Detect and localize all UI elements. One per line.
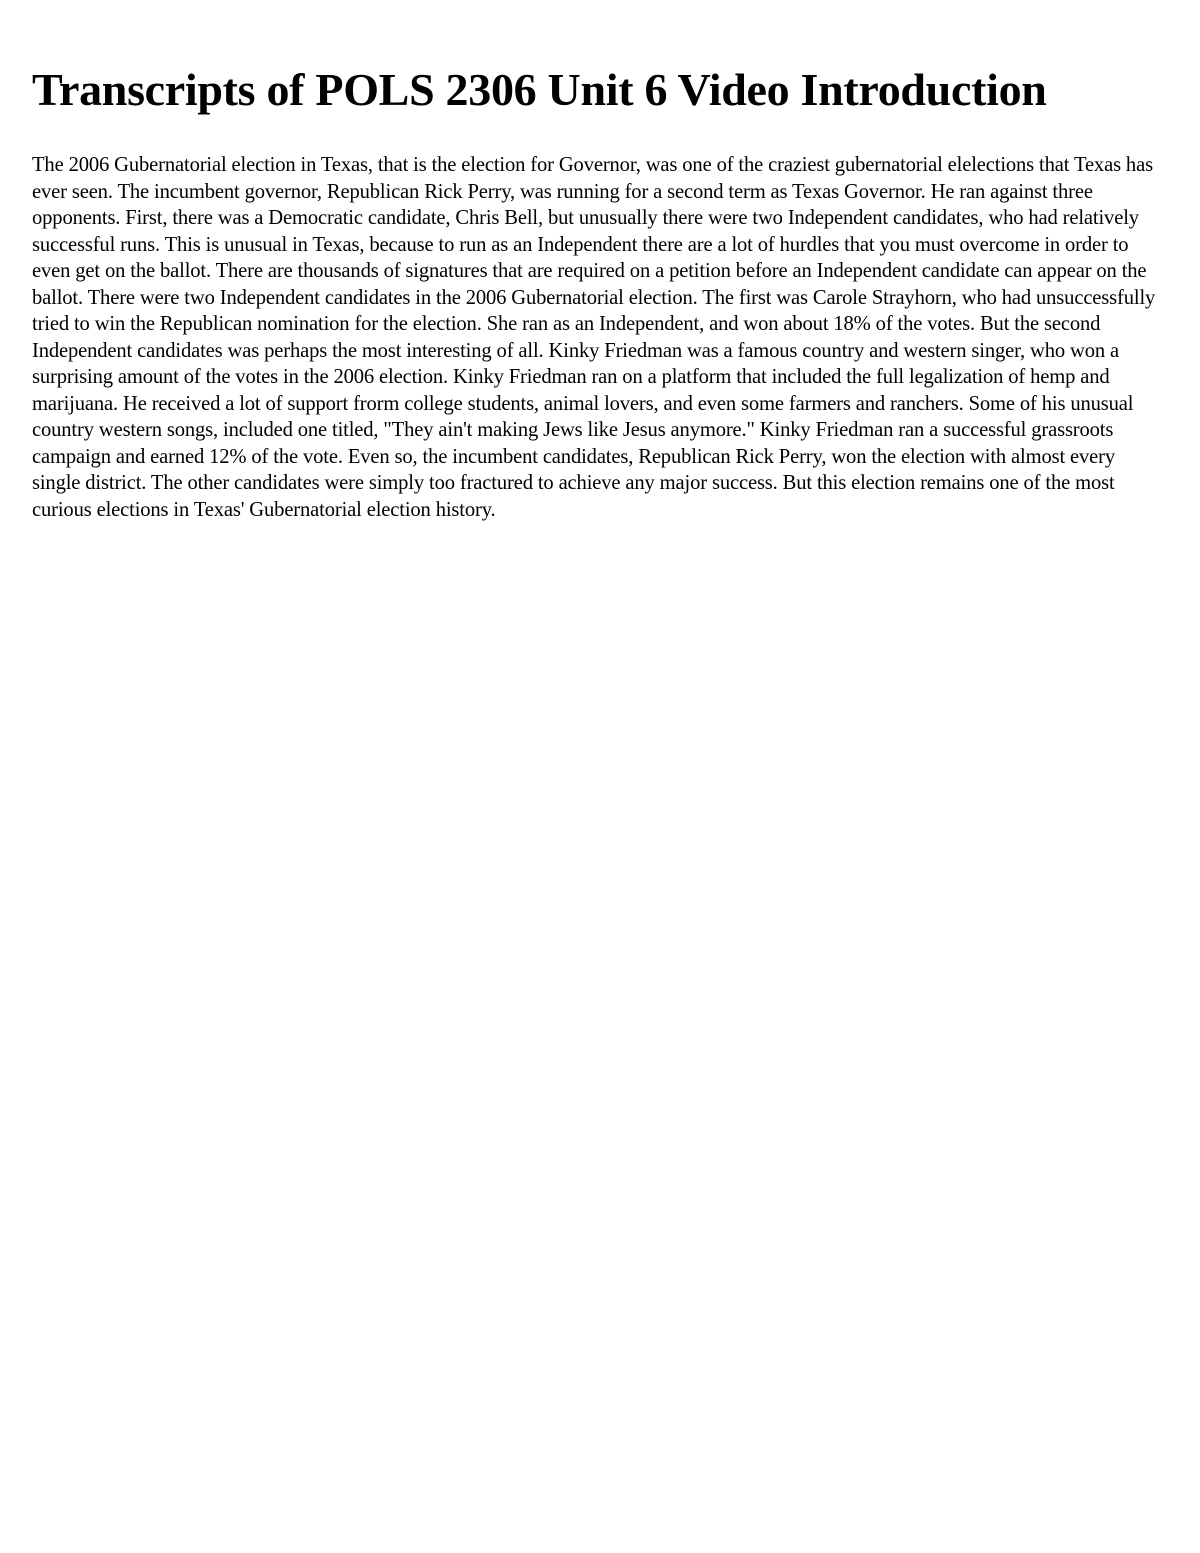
- page-title: Transcripts of POLS 2306 Unit 6 Video Introduction: [32, 64, 1047, 115]
- transcript-paragraph: The 2006 Gubernatorial election in Texas, that is the election for Governor, was one of the craziest gubernatorial elelections that Texas has ever seen. The incumbent governor, Republican Rick Perry, was running for a second term as Texas Governor. He ran against three opponents. First, there was a Democratic candidate, Chris Bell, but unusually there were two Independent candidates, who had relatively successful runs. This is unusual in Texas, because to run as an Independent there are a lot of hurdles that you must overcome in order to even get on the ballot. There are thousands of signatures that are required on a petition before an Independent candidate can appear on the ballot. There were two Independent candidates in the 2006 Gubernatorial election. The first was Carole Strayhorn, who had unsuccessfully tried to win the Republican nomination for the election. She ran as an Independent, and won about 18% of the votes. But the second Independent candidates was perhaps the most interesting of all. Kinky Friedman was a famous country and western singer, who won a surprising amount of the votes in the 2006 election. Kinky Friedman ran on a platform that included the full legalization of hemp and marijuana. He received a lot of support frorm college students, animal lovers, and even some farmers and ranchers. Some of his unusual country western songs, included one titled, "They ain't making Jews like Jesus anymore." Kinky Friedman ran a successful grassroots campaign and earned 12% of the vote. Even so, the incumbent candidates, Republican Rick Perry, won the election with almost every single district. The other candidates were simply too fractured to achieve any major success. But this election remains one of the most curious elections in Texas' Gubernatorial election history.: [32, 154, 1156, 521]
